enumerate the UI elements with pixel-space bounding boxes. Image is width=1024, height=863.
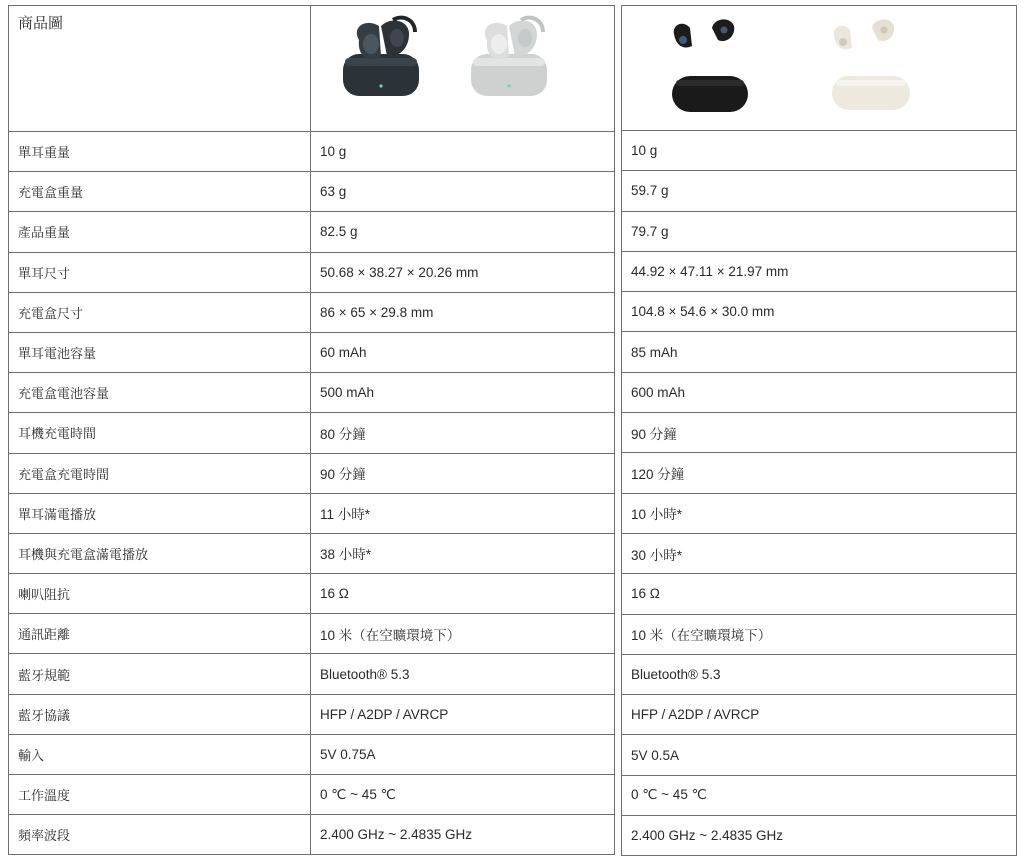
product-b-black-earbuds [672, 19, 748, 112]
product-a-images [311, 6, 615, 132]
spec-row [9, 815, 615, 855]
spec-value-product-b: 600 mAh [622, 372, 1017, 412]
spec-row [9, 654, 615, 694]
spec-row [622, 292, 1017, 332]
spec-row [9, 332, 615, 372]
spec-row [622, 614, 1017, 654]
spec-value-product-a: HFP / A2DP / AVRCP [311, 694, 615, 734]
spec-row [622, 332, 1017, 372]
spec-value-product-a: 11 小時* [311, 493, 615, 533]
spec-table-product-a [8, 5, 615, 855]
spec-row [622, 453, 1017, 493]
spec-value-product-b: 30 小時* [622, 533, 1017, 573]
spec-value-product-b: 79.7 g [622, 211, 1017, 251]
spec-row [9, 574, 615, 614]
spec-row [9, 172, 615, 212]
spec-value-product-b: 10 米（在空曠環境下） [622, 614, 1017, 654]
spec-value-product-b: 90 分鐘 [622, 413, 1017, 453]
spec-value-product-a: 500 mAh [311, 373, 615, 413]
spec-table-product-b [621, 5, 1017, 856]
spec-label: 工作溫度 [9, 775, 311, 815]
spec-row [622, 533, 1017, 573]
spec-row [9, 533, 615, 573]
spec-row [9, 493, 615, 533]
spec-label: 藍牙規範 [9, 654, 311, 694]
product-a-dark-earbuds [343, 18, 419, 96]
product-a-earbuds-image [311, 6, 615, 131]
spec-label: 充電盒電池容量 [9, 373, 311, 413]
spec-value-product-b: 2.400 GHz ~ 2.4835 GHz [622, 816, 1017, 856]
spec-value-product-b: 10 小時* [622, 493, 1017, 533]
spec-label: 頻率波段 [9, 815, 311, 855]
spec-label: 耳機充電時間 [9, 413, 311, 453]
spec-row [9, 292, 615, 332]
spec-label: 通訊距離 [9, 614, 311, 654]
product-image-row [9, 6, 615, 132]
spec-value-product-a: 60 mAh [311, 332, 615, 372]
spec-value-product-a: 80 分鐘 [311, 413, 615, 453]
spec-value-product-b: 0 ℃ ~ 45 ℃ [622, 775, 1017, 815]
product-image-label: 商品圖 [9, 6, 311, 132]
product-b-earbuds-image [622, 6, 1017, 130]
product-b-image-row [622, 6, 1017, 131]
spec-value-product-b: 5V 0.5A [622, 735, 1017, 775]
spec-value-product-a: Bluetooth® 5.3 [311, 654, 615, 694]
spec-value-product-b: 44.92 × 47.11 × 21.97 mm [622, 251, 1017, 291]
spec-row [622, 735, 1017, 775]
spec-value-product-a: 10 g [311, 132, 615, 172]
spec-label: 充電盒重量 [9, 172, 311, 212]
spec-row [9, 132, 615, 172]
spec-row [9, 694, 615, 734]
spec-value-product-b: 85 mAh [622, 332, 1017, 372]
spec-row [622, 574, 1017, 614]
spec-row [9, 373, 615, 413]
spec-value-product-a: 90 分鐘 [311, 453, 615, 493]
spec-row [9, 775, 615, 815]
spec-row [9, 413, 615, 453]
spec-row [9, 212, 615, 252]
spec-label: 充電盒充電時間 [9, 453, 311, 493]
spec-value-product-a: 5V 0.75A [311, 734, 615, 774]
spec-row [622, 211, 1017, 251]
spec-row [622, 131, 1017, 171]
spec-value-product-a: 38 小時* [311, 533, 615, 573]
spec-label: 單耳重量 [9, 132, 311, 172]
spec-label: 單耳尺寸 [9, 252, 311, 292]
product-b-cream-earbuds [832, 19, 910, 110]
spec-value-product-b: 120 分鐘 [622, 453, 1017, 493]
spec-value-product-a: 50.68 × 38.27 × 20.26 mm [311, 252, 615, 292]
spec-label: 產品重量 [9, 212, 311, 252]
spec-row [622, 413, 1017, 453]
spec-label: 喇叭阻抗 [9, 574, 311, 614]
spec-row [622, 251, 1017, 291]
spec-label: 單耳電池容量 [9, 332, 311, 372]
spec-row [622, 372, 1017, 412]
spec-row [622, 775, 1017, 815]
spec-value-product-b: 104.8 × 54.6 × 30.0 mm [622, 292, 1017, 332]
spec-row [622, 654, 1017, 694]
spec-row [622, 695, 1017, 735]
spec-row [9, 252, 615, 292]
product-b-images [622, 6, 1017, 131]
spec-row [9, 734, 615, 774]
spec-label: 充電盒尺寸 [9, 292, 311, 332]
spec-value-product-b: 16 Ω [622, 574, 1017, 614]
spec-value-product-a: 16 Ω [311, 574, 615, 614]
spec-value-product-a: 82.5 g [311, 212, 615, 252]
spec-row [622, 171, 1017, 211]
spec-label: 藍牙協議 [9, 694, 311, 734]
spec-row [9, 453, 615, 493]
product-a-light-earbuds [471, 18, 547, 96]
spec-row [622, 493, 1017, 533]
spec-value-product-a: 86 × 65 × 29.8 mm [311, 292, 615, 332]
spec-row [9, 614, 615, 654]
spec-value-product-b: 10 g [622, 131, 1017, 171]
spec-value-product-a: 10 米（在空曠環境下） [311, 614, 615, 654]
spec-label: 輸入 [9, 734, 311, 774]
spec-row [622, 816, 1017, 856]
spec-label: 單耳滿電播放 [9, 493, 311, 533]
spec-value-product-b: Bluetooth® 5.3 [622, 654, 1017, 694]
spec-label: 耳機與充電盒滿電播放 [9, 533, 311, 573]
spec-value-product-b: HFP / A2DP / AVRCP [622, 695, 1017, 735]
spec-value-product-b: 59.7 g [622, 171, 1017, 211]
spec-value-product-a: 63 g [311, 172, 615, 212]
spec-value-product-a: 2.400 GHz ~ 2.4835 GHz [311, 815, 615, 855]
spec-value-product-a: 0 ℃ ~ 45 ℃ [311, 775, 615, 815]
